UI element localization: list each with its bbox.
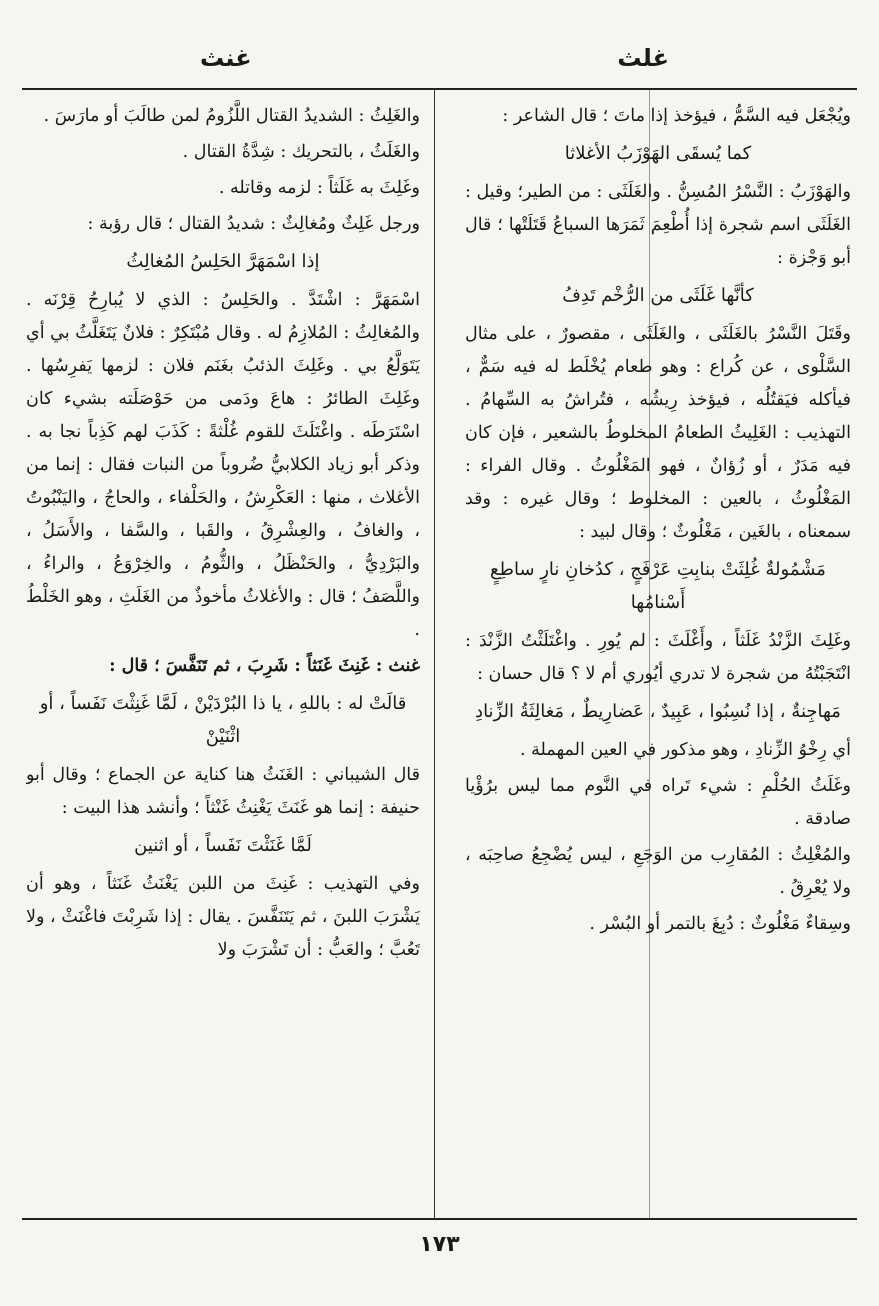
header-right-word: غلث <box>617 44 669 72</box>
left-column <box>26 100 420 1210</box>
paragraph: اسْمَهَرَّ : اشْتَدَّ . والحَلِسُ : الذي لا يُبارِحُ قِرْنَه . والمُغالِثُ : المُلازِمُ له . وقال مُبْتَكِرٌ : فلانٌ يَتَغَلَّثُ بي أي يَتَوَلَّعُ بي . وغَلِثَ الذئبُ بغَنَم فلان : لزمها يَفرِسُها . وغَلِثَ الطائرُ : هاعَ ودَمى من حَوْصَلَته بشيء كان اسْتَرَطَه . واغْتَلَثَ للقوم غُلْثةً : كَذَبَ لهم كَذِباً نجا به . وذكر أبو زياد الكلابيُّ ضُروباً من النبات فقال : إنما من الأغلاث ، منها : العَكْرِشُ ، والحَلْفاء ، والحاجُ ، واليَنْبُوتُ ، والغافُ ، والعِشْرِقُ ، والقَبا ، والسَّفا ، والأَسَلُ ، والبَرْدِيُّ ، والحَنْظَلُ ، والثُّومُ ، والخِرْوَعُ ، والراءُ ، واللَّصَفُ ؛ قال : والأغلاثُ مأخوذٌ من الغَلَثِ ، وهو الخَلْطُ . <box>26 290 420 640</box>
paragraph: والغَلَثُ ، بالتحريك : شِدَّةُ القتال . <box>182 142 420 162</box>
paragraph: قال الشيباني : الغَنَثُ هنا كناية عن الجماع ؛ وقال أبو حنيفة : إنما هو غَنَثَ يَغْنِثُ غَنْثاً ؛ وأنشد هذا البيت : <box>26 765 420 818</box>
entry-ghanath: غنث : غَنِثَ غَنَثاً : شَرِبَ ، ثم تَنَفَّسَ ؛ قال : <box>109 656 420 676</box>
paragraph: وفي التهذيب : غَنِثَ من اللبن يَغْنَثُ غَنَثاً ، وهو أن يَشْرَبَ اللبنَ ، ثم يَتَنَفَّسَ . يقال : إذا شَرِبْتَ فاغْنَثْ ، ولا تَعُبَّ ؛ والعَبُّ : أن تَشْرَبَ ولا <box>26 874 420 960</box>
paragraph: والهَوْزَبُ : النَّسْرُ المُسِنُّ . والغَلَثَى : من الطير؛ وقيل : الغَلَثَى اسم شجرة إذا أُطْعِمَ ثَمَرَها السباعُ قَتَلَتْها ؛ قال أبو وَجْزة : <box>465 182 851 268</box>
right-column <box>465 100 851 1210</box>
verse: كما يُسقَى الهَوْزَبُ الأغلاثا <box>564 143 752 164</box>
verse: إذا اسْمَهَرَّ الحَلِسُ المُغالِثُ <box>126 251 320 272</box>
paragraph: والغَلِثُ : الشديدُ القتال اللَّزُومُ لمن طالَبَ أو مارَسَ . <box>43 106 420 126</box>
paragraph: ويُجْعَل فيه السَّمُّ ، فيؤخذ إذا ماتَ ؛ قال الشاعر : <box>502 106 851 126</box>
verse: مَشْمُولةٌ غُلِثَتْ بنابِتِ عَرْفَجٍ ، كدُخانِ نارٍ ساطِعٍ أَسْنامُها <box>490 559 826 613</box>
paragraph: وقَتَلَ النَّسْرُ بالغَلَثَى ، والغَلَثَى ، مقصورٌ ، على مثال السَّلْوى ، عن كُراع : وهو طعام يُخْلَط له فيه سَمٌّ ، فيأكله فيَقتُلُه ، فيؤخذ رِيشُه ، فتُراشُ به السِّهامُ . التهذيب : الغَلِيثُ الطعامُ المخلوطُ بالشعير ، فإن كان فيه مَدَرٌ ، أو زُؤانٌ ، فهو المَغْلُوثُ . وقال الفراء : المَغْلُوثُ ، بالعين : المخلوط ؛ وقال غيره : وقد سمعناه ، بالغَين ، مَغْلُوثٌ ؛ وقال لبيد : <box>465 324 851 542</box>
verse: لَمَّا غَنَثْتَ نَفَساً ، أو اثنين <box>134 835 312 856</box>
top-rule <box>22 88 857 90</box>
paragraph: ورجل غَلِثٌ ومُغالِثٌ : شديدُ القتال ؛ قال رؤبة : <box>87 214 420 234</box>
page-header <box>0 44 879 84</box>
paragraph: أي رِخْوُ الزِّنادِ ، وهو مذكور في العين المهملة . <box>520 740 851 760</box>
paragraph: وغَلِثَ به غَلَثاً : لزمه وقاتله . <box>218 178 420 198</box>
bottom-rule <box>22 1218 857 1220</box>
paragraph: وغَلِثَ الزَّنْدُ غَلَثاً ، وأَغْلَثَ : لم يُورِ . واغْتَلَثْتُ الزَّنْدَ : انْتَجَبْتُهُ من شجرة لا تدري أيُوري أم لا ؟ قال حسان : <box>465 631 851 684</box>
page-number: ١٧٣ <box>419 1232 460 1257</box>
paragraph: وغَلَثُ الحُلْمِ : شيء تَراه في النَّوم مما ليس برُؤْيا صادقة . <box>465 776 851 829</box>
header-left-word: غنث <box>200 44 252 72</box>
paragraph: والمُغْلِثُ : المُقارِب من الوَجَعِ ، ليس يُضْجِعُ صاحِبَه ، ولا يُعْرِقُ . <box>465 845 851 898</box>
verse: كأنَّها غَلَثَى من الرُّخْم تَدِفُ <box>562 285 754 306</box>
column-divider <box>434 90 435 1218</box>
paragraph: وسِقاءٌ مَغْلُوثٌ : دُبِغَ بالتمر أو البُسْر . <box>589 914 851 934</box>
verse: مَهاجِنةٌ ، إذا نُسِبُوا ، عَبِيدٌ ، عَضارِيطٌ ، مَغالِثَةُ الزِّنادِ <box>475 701 841 722</box>
verse: قالَتْ له : باللهِ ، يا ذا البُرْدَيْنْ ، لَمَّا غَنِثْتَ نَفَساً ، أو اثْنَيْنْ <box>39 693 407 747</box>
